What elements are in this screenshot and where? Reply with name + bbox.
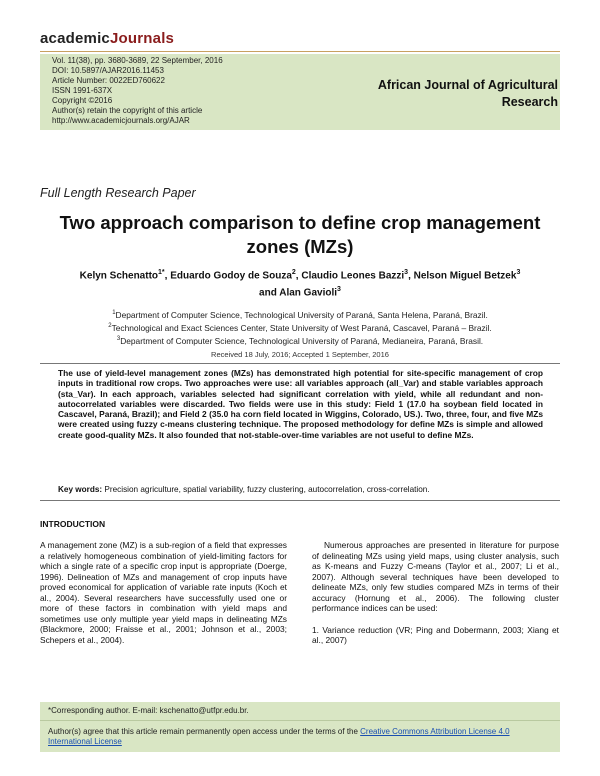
logo-divider	[40, 51, 560, 52]
section-heading-introduction: INTRODUCTION	[40, 519, 106, 529]
author-name: Eduardo Godoy de Souza	[170, 270, 292, 282]
article-meta-list	[52, 56, 223, 126]
keywords-text: Precision agriculture, spatial variability, fuzzy clustering, autocorrelation, cross-correlation.	[104, 485, 430, 494]
footer-divider	[40, 720, 560, 721]
author-list	[30, 266, 570, 301]
publisher-logo	[40, 30, 174, 47]
journal-name-line1: African Journal of Agricultural	[377, 78, 558, 92]
logo-text-journals: Journals	[109, 30, 175, 47]
author-sup: 3	[337, 286, 341, 294]
meta-doi: DOI: 10.5897/AJAR2016.11453	[52, 66, 164, 75]
corresponding-author: *Corresponding author. E-mail: kschenatto@utfpr.edu.br.	[48, 706, 249, 715]
keywords	[58, 485, 543, 495]
author-line1: Kelyn Schenatto$^{1*}$, Eduardo Godoy de Souza$^2$, Claudio Leones Bazzi$^3$, Nelson Miguel Betzek$^3$	[79, 269, 521, 282]
abstract-text: The use of yield-level management zones (MZs) has demonstrated high potential for site-specific management of crop inputs in traditional row crops. Two approaches were use: all variables approach (all_Var) and stable variables approach (sta_Var). In each approach, variables selected had significant correlation with yield, while all redundant and non-autocorrelated variables were discarded. Two fields were use in this study: Field 1 (17.0 ha soybean field located in Cascavel, Paraná, Brazil); and Field 2 (35.0 ha corn field located in Wiggins, Colorado, US.). Two, three, four, and five MZs were created using fuzzy c-means clustering technique. The proposed methodology for define MZs is simple and allowed create good-quality MZs. It also founded that not-stable-over-time variables are not useful to define MZs.	[58, 368, 543, 440]
body-paragraph: Numerous approaches are presented in literature for purpose of delineating MZs using yield maps, using cluster analysis, such as K-means and Fuzzy C-means (Taylor et al., 2007; Li et al., 2007). Although several techniques have been developed to delineate MZs, only few studies compared MZs in terms of their accuracy (Hornung et al., 2006). The following cluster performance indices can be used:	[312, 540, 559, 613]
abstract-divider-bottom	[40, 500, 560, 501]
license-link[interactable]: Creative Commons Attribution License 4.0 International License	[48, 727, 510, 746]
affiliation-item: $^3$Department of Computer Science, Technological University of Paraná, Medianeira, Paraná, Brasil.	[116, 335, 484, 346]
meta-issn: ISSN 1991-637X	[52, 86, 113, 95]
meta-copyright: Copyright ©2016	[52, 96, 113, 105]
license-text: Author(s) agree that this article remain permanently open access under the terms of the	[48, 727, 361, 736]
logo-text-academic: academic	[40, 30, 110, 47]
author-name: Claudio Leones Bazzi	[301, 270, 405, 282]
affiliation-list	[40, 308, 560, 346]
journal-name-line2: Research	[501, 95, 558, 109]
meta-url[interactable]: http://www.academicjournals.org/AJAR	[52, 116, 190, 125]
author-name: Nelson Miguel Betzek	[413, 270, 517, 282]
journal-name	[340, 77, 558, 111]
author-sup: 3	[516, 269, 521, 276]
author-line2	[30, 283, 570, 300]
author-sup: 3	[404, 269, 409, 276]
author-name: Kelyn Schenatto	[79, 270, 159, 282]
paper-title-line2: zones (MZs)	[246, 236, 354, 257]
body-paragraph: A management zone (MZ) is a sub-region of a field that expresses a relatively homogeneous combination of yield-limiting factors for which a single rate of a specific crop input is appropriate (Doerge, 1996). Delineation of MZs and management of crop inputs have proved economical for application of variable rate inputs (Koch et al., 2004). Several researchers have successfully used one or more of these factors in combination with yield maps and sometimes use only multiple year yield maps in delineating MZs (Blackmore, 2000; Fraisse et al., 2001; Johnson et al., 2003; Schepers et al., 2004).	[40, 540, 287, 645]
author-sup: 2	[291, 269, 296, 276]
paper-title-line1: Two approach comparison to define crop management	[59, 212, 541, 233]
author-sup: 1*	[158, 269, 165, 276]
abstract-divider-top	[40, 363, 560, 364]
paper-type: Full Length Research Paper	[40, 186, 196, 200]
body-column-left	[40, 540, 287, 656]
keywords-label: Key words:	[58, 485, 103, 494]
paper-title	[50, 211, 550, 259]
affiliation-item: $^2$Technological and Exact Sciences Center, State University of West Paraná, Cascavel, Paraná – Brazil.	[108, 322, 492, 333]
received-dates: Received 18 July, 2016; Accepted 1 September, 2016	[211, 350, 389, 359]
author-name: and Alan Gavioli	[259, 287, 338, 299]
meta-volume: Vol. 11(38), pp. 3680-3689, 22 September, 2016	[52, 56, 223, 65]
affiliation-item: $^1$Department of Computer Science, Technological University of Paraná, Santa Helena, Paraná, Brazil.	[112, 309, 488, 320]
license-notice	[48, 727, 553, 747]
list-item: 1. Variance reduction (VR; Ping and Dobermann, 2003; Xiang et al., 2007)	[312, 624, 559, 645]
body-column-right	[312, 540, 559, 657]
meta-rights: Author(s) retain the copyright of this article	[52, 106, 203, 115]
meta-article-number: Article Number: 0022ED760622	[52, 76, 165, 85]
